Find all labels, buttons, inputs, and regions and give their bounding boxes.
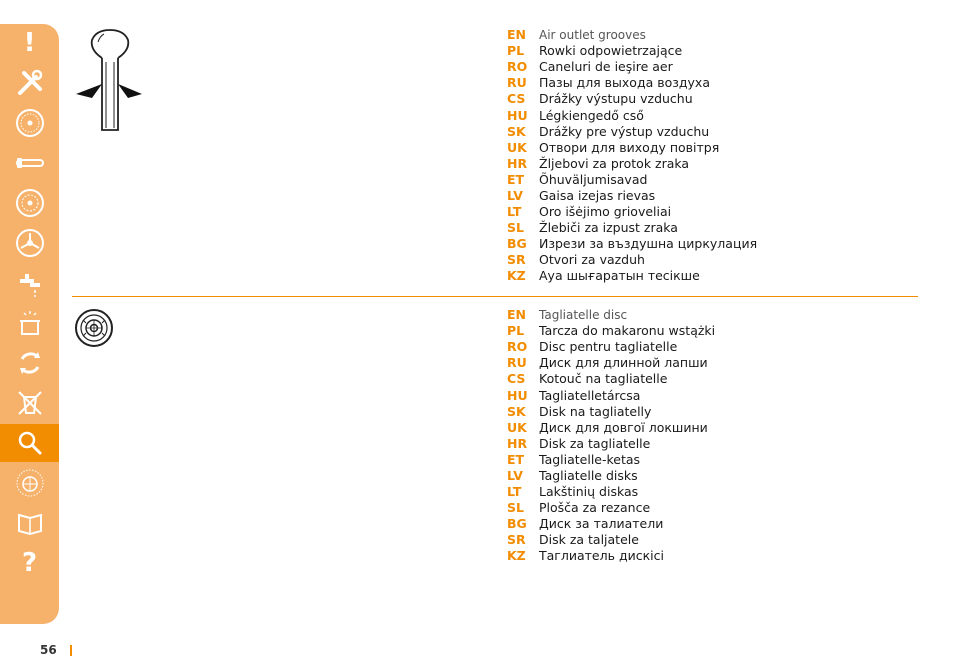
lang-text: Disk za taljatele: [539, 532, 639, 548]
lang-code: RO: [507, 59, 528, 75]
list-item: [507, 436, 715, 452]
list-item: [507, 371, 715, 387]
list-item: [507, 236, 757, 252]
lang-text: Gaisa izejas rievas: [539, 187, 656, 203]
lang-text: Otvori za vazduh: [539, 252, 645, 268]
lang-text: Disk za tagliatelle: [539, 435, 651, 451]
lang-code: LV: [507, 467, 523, 483]
list-item: [507, 204, 757, 220]
crossed-bin-icon: [14, 387, 46, 419]
lang-text: Caneluri de ieşire aer: [539, 59, 673, 75]
lang-code: HU: [507, 387, 528, 403]
list-item: [507, 420, 715, 436]
recycle-icon: [14, 347, 46, 379]
recipes-tab[interactable]: [0, 504, 59, 542]
lang-code: HR: [507, 155, 528, 171]
lang-code: PL: [507, 323, 525, 339]
page-number-bar: [70, 645, 72, 656]
lang-code: LT: [507, 204, 522, 220]
tube-tab[interactable]: [0, 144, 59, 182]
lang-text: Disc pentru tagliatelle: [539, 339, 678, 355]
list-item: [507, 500, 715, 516]
guarantee-tab[interactable]: [0, 464, 59, 502]
list-item: [507, 124, 757, 140]
list-item: [507, 387, 715, 403]
lang-code: PL: [507, 43, 525, 59]
tools-icon: [14, 67, 46, 99]
list-item: [507, 188, 757, 204]
disc-tab-3[interactable]: [0, 224, 59, 262]
lang-code: LV: [507, 187, 523, 203]
lang-code: RU: [507, 75, 527, 91]
lang-text: Žljebovi za protok zraka: [539, 155, 690, 171]
lang-text: Plošča za rezance: [539, 500, 651, 516]
lang-code: ET: [507, 451, 525, 467]
list-item: [507, 172, 757, 188]
lang-code: KZ: [507, 268, 526, 284]
lang-code: KZ: [507, 548, 526, 564]
lang-text: Диск за талиатели: [539, 516, 664, 532]
lang-code: SK: [507, 403, 526, 419]
disc-tab-1[interactable]: [0, 104, 59, 142]
list-item: [507, 59, 757, 75]
air-outlet-grooves-drawing: [74, 28, 144, 134]
lang-text: Tagliatelle-ketas: [539, 451, 641, 467]
lang-code: SR: [507, 532, 526, 548]
lang-text: Oro išėjimo grioveliai: [539, 204, 672, 220]
lang-code: SL: [507, 500, 524, 516]
list-item: [507, 156, 757, 172]
list-item: [507, 355, 715, 371]
list-item: [507, 548, 715, 564]
lang-text: Žlebiči za izpust zraka: [539, 220, 678, 236]
blade-disc-icon: [14, 227, 46, 259]
warning-tab[interactable]: [0, 24, 59, 62]
tagliatelle-disc-drawing: [73, 309, 115, 349]
lang-text: Изрези за въздушна циркулация: [539, 236, 758, 252]
lang-text: Отвори для виходу повітря: [539, 139, 720, 155]
list-item: [507, 404, 715, 420]
disposal-tab[interactable]: [0, 384, 59, 422]
disc-icon: [14, 187, 46, 219]
lang-text: Диск для довгої локшини: [539, 419, 708, 435]
lang-code: HU: [507, 107, 528, 123]
list-item: [507, 484, 715, 500]
search-tab[interactable]: [0, 424, 59, 462]
search-icon: [14, 427, 46, 459]
list-item: [507, 91, 757, 107]
lang-text: Disk na tagliatelly: [539, 403, 652, 419]
lang-code: RO: [507, 339, 528, 355]
lang-code: SL: [507, 220, 524, 236]
lang-code: RU: [507, 355, 527, 371]
lang-code: SR: [507, 252, 526, 268]
lang-code: BG: [507, 236, 527, 252]
lang-code: UK: [507, 139, 527, 155]
list-item: [507, 307, 715, 323]
lang-text: Tagliatelletárcsa: [539, 387, 641, 403]
list-item: [507, 452, 715, 468]
tagliatelle-disc-list: [507, 307, 715, 565]
lang-code: EN: [507, 27, 527, 43]
lang-text: Lakštinių diskas: [539, 484, 639, 500]
lang-code: UK: [507, 419, 527, 435]
lang-code: BG: [507, 516, 527, 532]
tap-tab[interactable]: [0, 264, 59, 302]
list-item: [507, 468, 715, 484]
list-item: [507, 252, 757, 268]
list-item: [507, 220, 757, 236]
lang-code: EN: [507, 307, 527, 323]
list-item: [507, 323, 715, 339]
sidebar: [0, 24, 59, 624]
tools-tab[interactable]: [0, 64, 59, 102]
lang-code: LT: [507, 484, 522, 500]
tube-icon: [14, 147, 46, 179]
air-outlet-grooves-list: [507, 27, 757, 285]
lang-text: Диск для длинной лапши: [539, 355, 708, 371]
lang-text: Tarcza do makaronu wstążki: [539, 323, 716, 339]
book-icon: [14, 507, 46, 539]
lang-text: Kotouč na tagliatelle: [539, 371, 668, 387]
lang-text: Rowki odpowietrzające: [539, 43, 683, 59]
lang-text: Légkiengedő cső: [539, 107, 644, 123]
list-item: [507, 532, 715, 548]
lang-text: Tagliatelle disc: [539, 308, 628, 323]
list-item: [507, 339, 715, 355]
lang-text: Õhuväljumisavad: [539, 171, 648, 187]
list-item: [507, 140, 757, 156]
lang-code: SK: [507, 123, 526, 139]
list-item: [507, 516, 715, 532]
disc-tab-2[interactable]: [0, 184, 59, 222]
disc-icon: [14, 107, 46, 139]
recycle-tab[interactable]: [0, 344, 59, 382]
dishwasher-icon: [14, 307, 46, 339]
lang-text: Tagliatelle disks: [539, 467, 638, 483]
lang-text: Таглиатель дискісі: [539, 548, 664, 564]
globe-icon: [14, 467, 46, 499]
page-number: 56: [40, 643, 57, 657]
dishwasher-tab[interactable]: [0, 304, 59, 342]
list-item: [507, 43, 757, 59]
lang-code: ET: [507, 171, 525, 187]
lang-text: Air outlet grooves: [539, 28, 646, 43]
lang-text: Drážky výstupu vzduchu: [539, 91, 693, 107]
lang-text: Drážky pre výstup vzduchu: [539, 123, 710, 139]
list-item: [507, 27, 757, 43]
list-item: [507, 268, 757, 284]
help-tab[interactable]: [0, 544, 59, 582]
lang-text: Ауа шығаратын тесікше: [539, 268, 700, 284]
lang-code: CS: [507, 371, 526, 387]
section-divider: [72, 296, 918, 297]
list-item: [507, 75, 757, 91]
lang-text: Пазы для выхода воздуха: [539, 75, 710, 91]
lang-code: HR: [507, 435, 528, 451]
exclamation-icon: !: [23, 28, 36, 58]
tap-icon: [14, 267, 46, 299]
lang-code: CS: [507, 91, 526, 107]
list-item: [507, 107, 757, 123]
question-icon: ?: [21, 548, 38, 578]
